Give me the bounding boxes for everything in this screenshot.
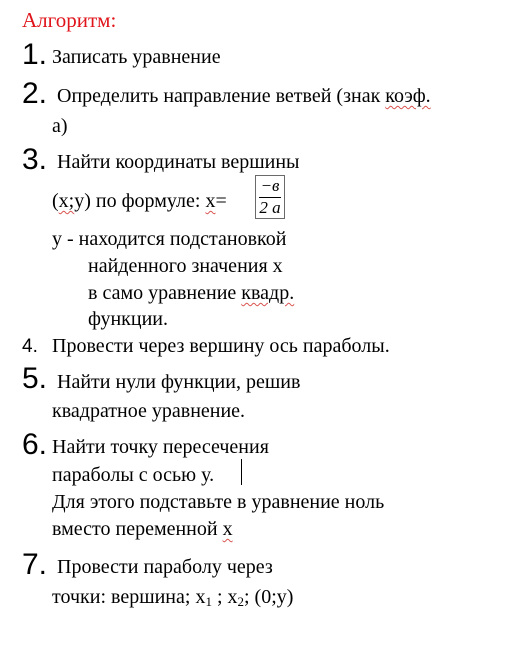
step-4-text: Провести через вершину ось параболы. [52, 335, 390, 357]
step-1-text: Записать уравнение [52, 46, 221, 68]
spellcheck-word: х [222, 518, 233, 540]
step-5-text-line-2: квадратное уравнение. [52, 400, 246, 422]
step-7-number: 7. [22, 548, 48, 581]
vertex-formula-line: (х;у) по формуле: х= [52, 190, 227, 212]
step-2-text-line-1: Определить направление ветвей (знак коэф. [57, 85, 431, 107]
step-2-number: 2. [22, 77, 48, 110]
step-5-text-line-1: Найти нули функции, решив [57, 371, 301, 393]
step-1-number: 1. [22, 38, 48, 71]
step-6-text-line-1: Найти точку пересечения [52, 436, 269, 458]
step-7-text-line-2: точки: вершина; $х_1$ ; $х_2$; (0;у) [52, 586, 294, 609]
step-6-number: 6. [22, 428, 48, 461]
y-note-line-1: у - находится подстановкой [52, 228, 287, 250]
fraction-numerator: −в [260, 176, 280, 195]
fraction-denominator: 2 а [259, 198, 281, 217]
step-3-number: 3. [22, 143, 48, 176]
step-6-text-line-4: вместо переменной х [52, 518, 233, 540]
step-5-number: 5. [22, 362, 48, 395]
y-note-line-2: найденного значения х [88, 255, 283, 277]
step-3-text-line-1: Найти координаты вершины [57, 151, 300, 173]
step-7-text-line-1: Провести параболу через [57, 556, 273, 578]
step-6-text-line-2: параболы с осью у. [52, 464, 215, 486]
step-6-text-line-3: Для этого подставьте в уравнение ноль [52, 491, 385, 513]
y-note-line-3: в само уравнение квадр. [88, 282, 295, 304]
step-2-text-line-2: а) [52, 115, 68, 137]
algorithm-title: Алгоритм: [22, 8, 117, 32]
y-note-line-4: функции. [88, 308, 168, 330]
spellcheck-word: квадр. [241, 282, 295, 304]
spellcheck-word: коэф. [385, 85, 431, 107]
step-4-number: 4. [22, 336, 38, 357]
text-cursor [241, 459, 242, 485]
vertex-formula-fraction[interactable] [255, 175, 285, 219]
